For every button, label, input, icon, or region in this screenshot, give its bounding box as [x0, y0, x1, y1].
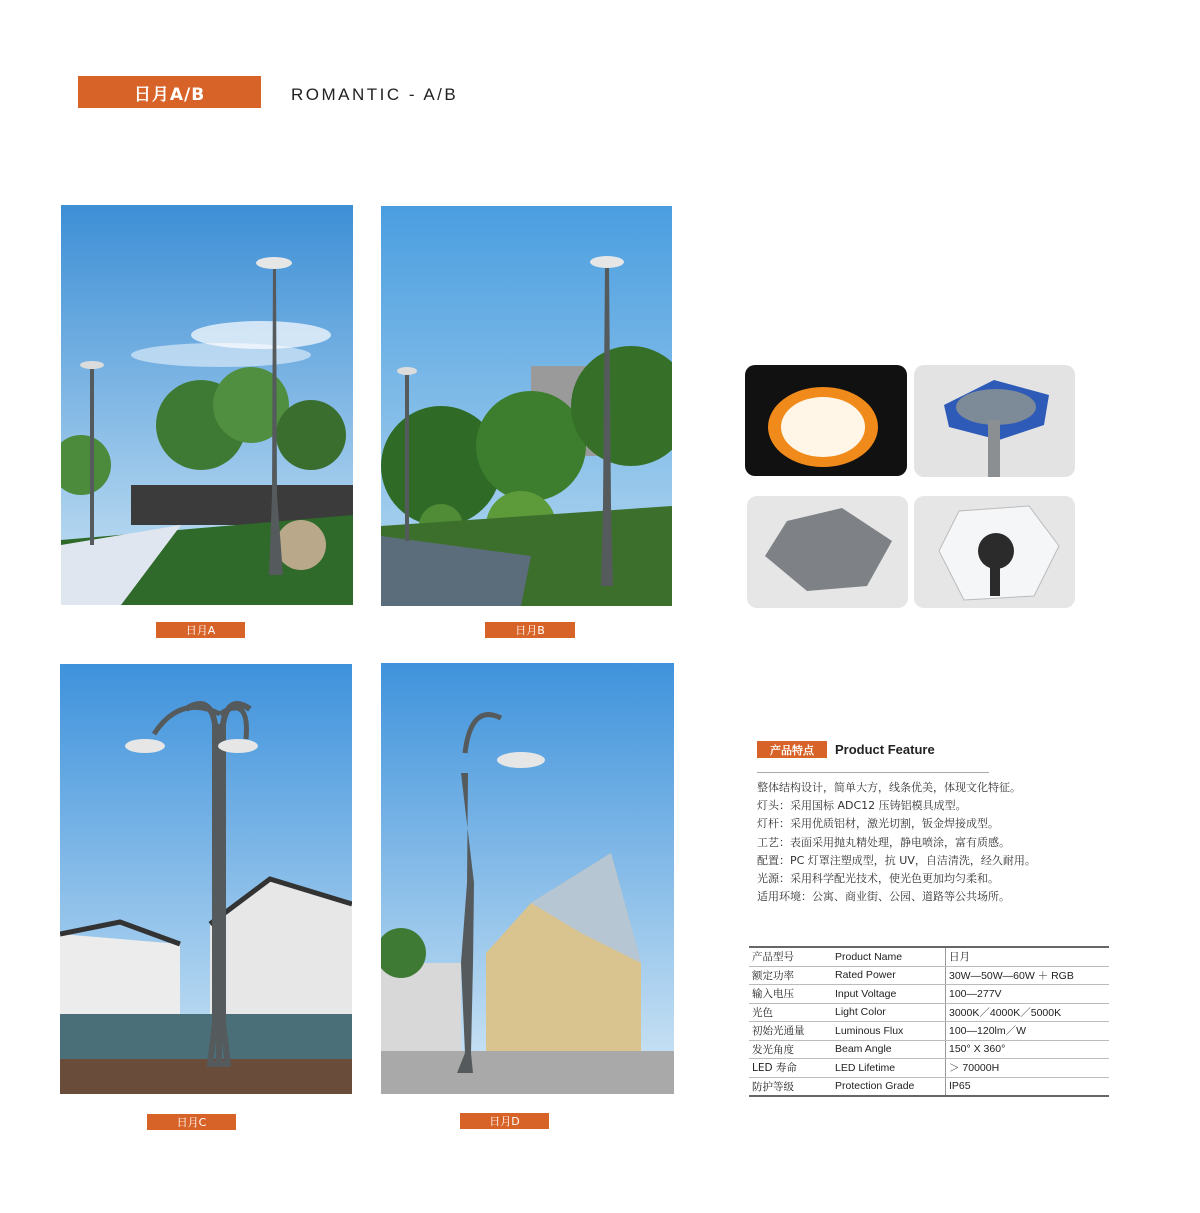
- detail-housing-image: [747, 496, 908, 608]
- feature-divider: [757, 772, 989, 773]
- product-series-title: ROMANTIC - A/B: [291, 85, 459, 104]
- spec-label-cn: 初始光通量: [749, 1022, 832, 1041]
- feature-list: [757, 779, 1087, 906]
- spec-row: [749, 985, 1109, 1004]
- caption-riyue-a: 日月A: [156, 622, 245, 638]
- spec-row: [749, 1022, 1109, 1041]
- spec-label-cn: LED 寿命: [749, 1059, 832, 1078]
- spec-row: [749, 947, 1109, 966]
- caption-riyue-c: 日月C: [147, 1114, 236, 1130]
- spec-value: ＞ 70000H: [946, 1059, 1110, 1078]
- spec-label-en: LED Lifetime: [832, 1059, 946, 1078]
- feature-line: 工艺：表面采用抛丸精处理，静电喷涂，富有质感。: [757, 835, 1010, 849]
- spec-row: [749, 966, 1109, 985]
- spec-label-cn: 防护等级: [749, 1077, 832, 1096]
- spec-label-cn: 输入电压: [749, 985, 832, 1004]
- feature-line: 灯杆：采用优质铝材，激光切割，钣金焊接成型。: [757, 817, 999, 831]
- spec-row: [749, 1003, 1109, 1022]
- feature-line: 配置：PC 灯罩注塑成型，抗 UV，自洁清洗，经久耐用。: [757, 853, 1036, 867]
- product-feature-tag: 产品特点: [757, 741, 827, 758]
- spec-label-en: Input Voltage: [832, 985, 946, 1004]
- spec-value: 30W—50W—60W ＋ RGB: [946, 966, 1110, 985]
- feature-line: 灯头：采用国标 ADC12 压铸铝模具成型。: [757, 799, 967, 813]
- product-series-tag: 日月A/B: [78, 76, 261, 108]
- spec-row: [749, 1040, 1109, 1059]
- feature-line: 整体结构设计，简单大方，线条优美，体现文化特征。: [757, 781, 1021, 794]
- spec-value: 150° X 360°: [946, 1040, 1110, 1059]
- caption-riyue-b: 日月B: [485, 622, 575, 638]
- photo-riyue-c: [60, 664, 352, 1094]
- spec-label-en: Rated Power: [832, 966, 946, 985]
- spec-value: 日月: [946, 947, 1110, 966]
- detail-lamp-top-image: [914, 365, 1075, 477]
- caption-riyue-d: 日月D: [460, 1113, 549, 1129]
- spec-value: 100—120lm／W: [946, 1022, 1110, 1041]
- spec-value: 100—277V: [946, 985, 1110, 1004]
- spec-row: [749, 1059, 1109, 1078]
- spec-label-cn: 发光角度: [749, 1040, 832, 1059]
- spec-label-en: Light Color: [832, 1003, 946, 1022]
- spec-label-en: Beam Angle: [832, 1040, 946, 1059]
- detail-lamp-underside-image: [914, 496, 1075, 608]
- photo-riyue-d: [381, 663, 674, 1094]
- spec-label-en: Protection Grade: [832, 1077, 946, 1096]
- detail-glowing-lamp-image: [745, 365, 907, 476]
- feature-line: 光源：采用科学配光技术，使光色更加均匀柔和。: [757, 872, 999, 886]
- spec-label-cn: 额定功率: [749, 966, 832, 985]
- photo-riyue-a: [61, 205, 353, 605]
- feature-line: 适用环境：公寓、商业街、公园、道路等公共场所。: [757, 890, 1010, 904]
- spec-row: [749, 1077, 1109, 1096]
- spec-table: [749, 946, 1109, 1097]
- spec-label-cn: 光色: [749, 1003, 832, 1022]
- spec-label-cn: 产品型号: [749, 947, 832, 966]
- product-feature-title: Product Feature: [835, 742, 935, 757]
- photo-riyue-b: [381, 206, 672, 606]
- spec-value: IP65: [946, 1077, 1110, 1096]
- spec-value: 3000K／4000K／5000K: [946, 1003, 1110, 1022]
- spec-label-en: Luminous Flux: [832, 1022, 946, 1041]
- spec-label-en: Product Name: [832, 947, 946, 966]
